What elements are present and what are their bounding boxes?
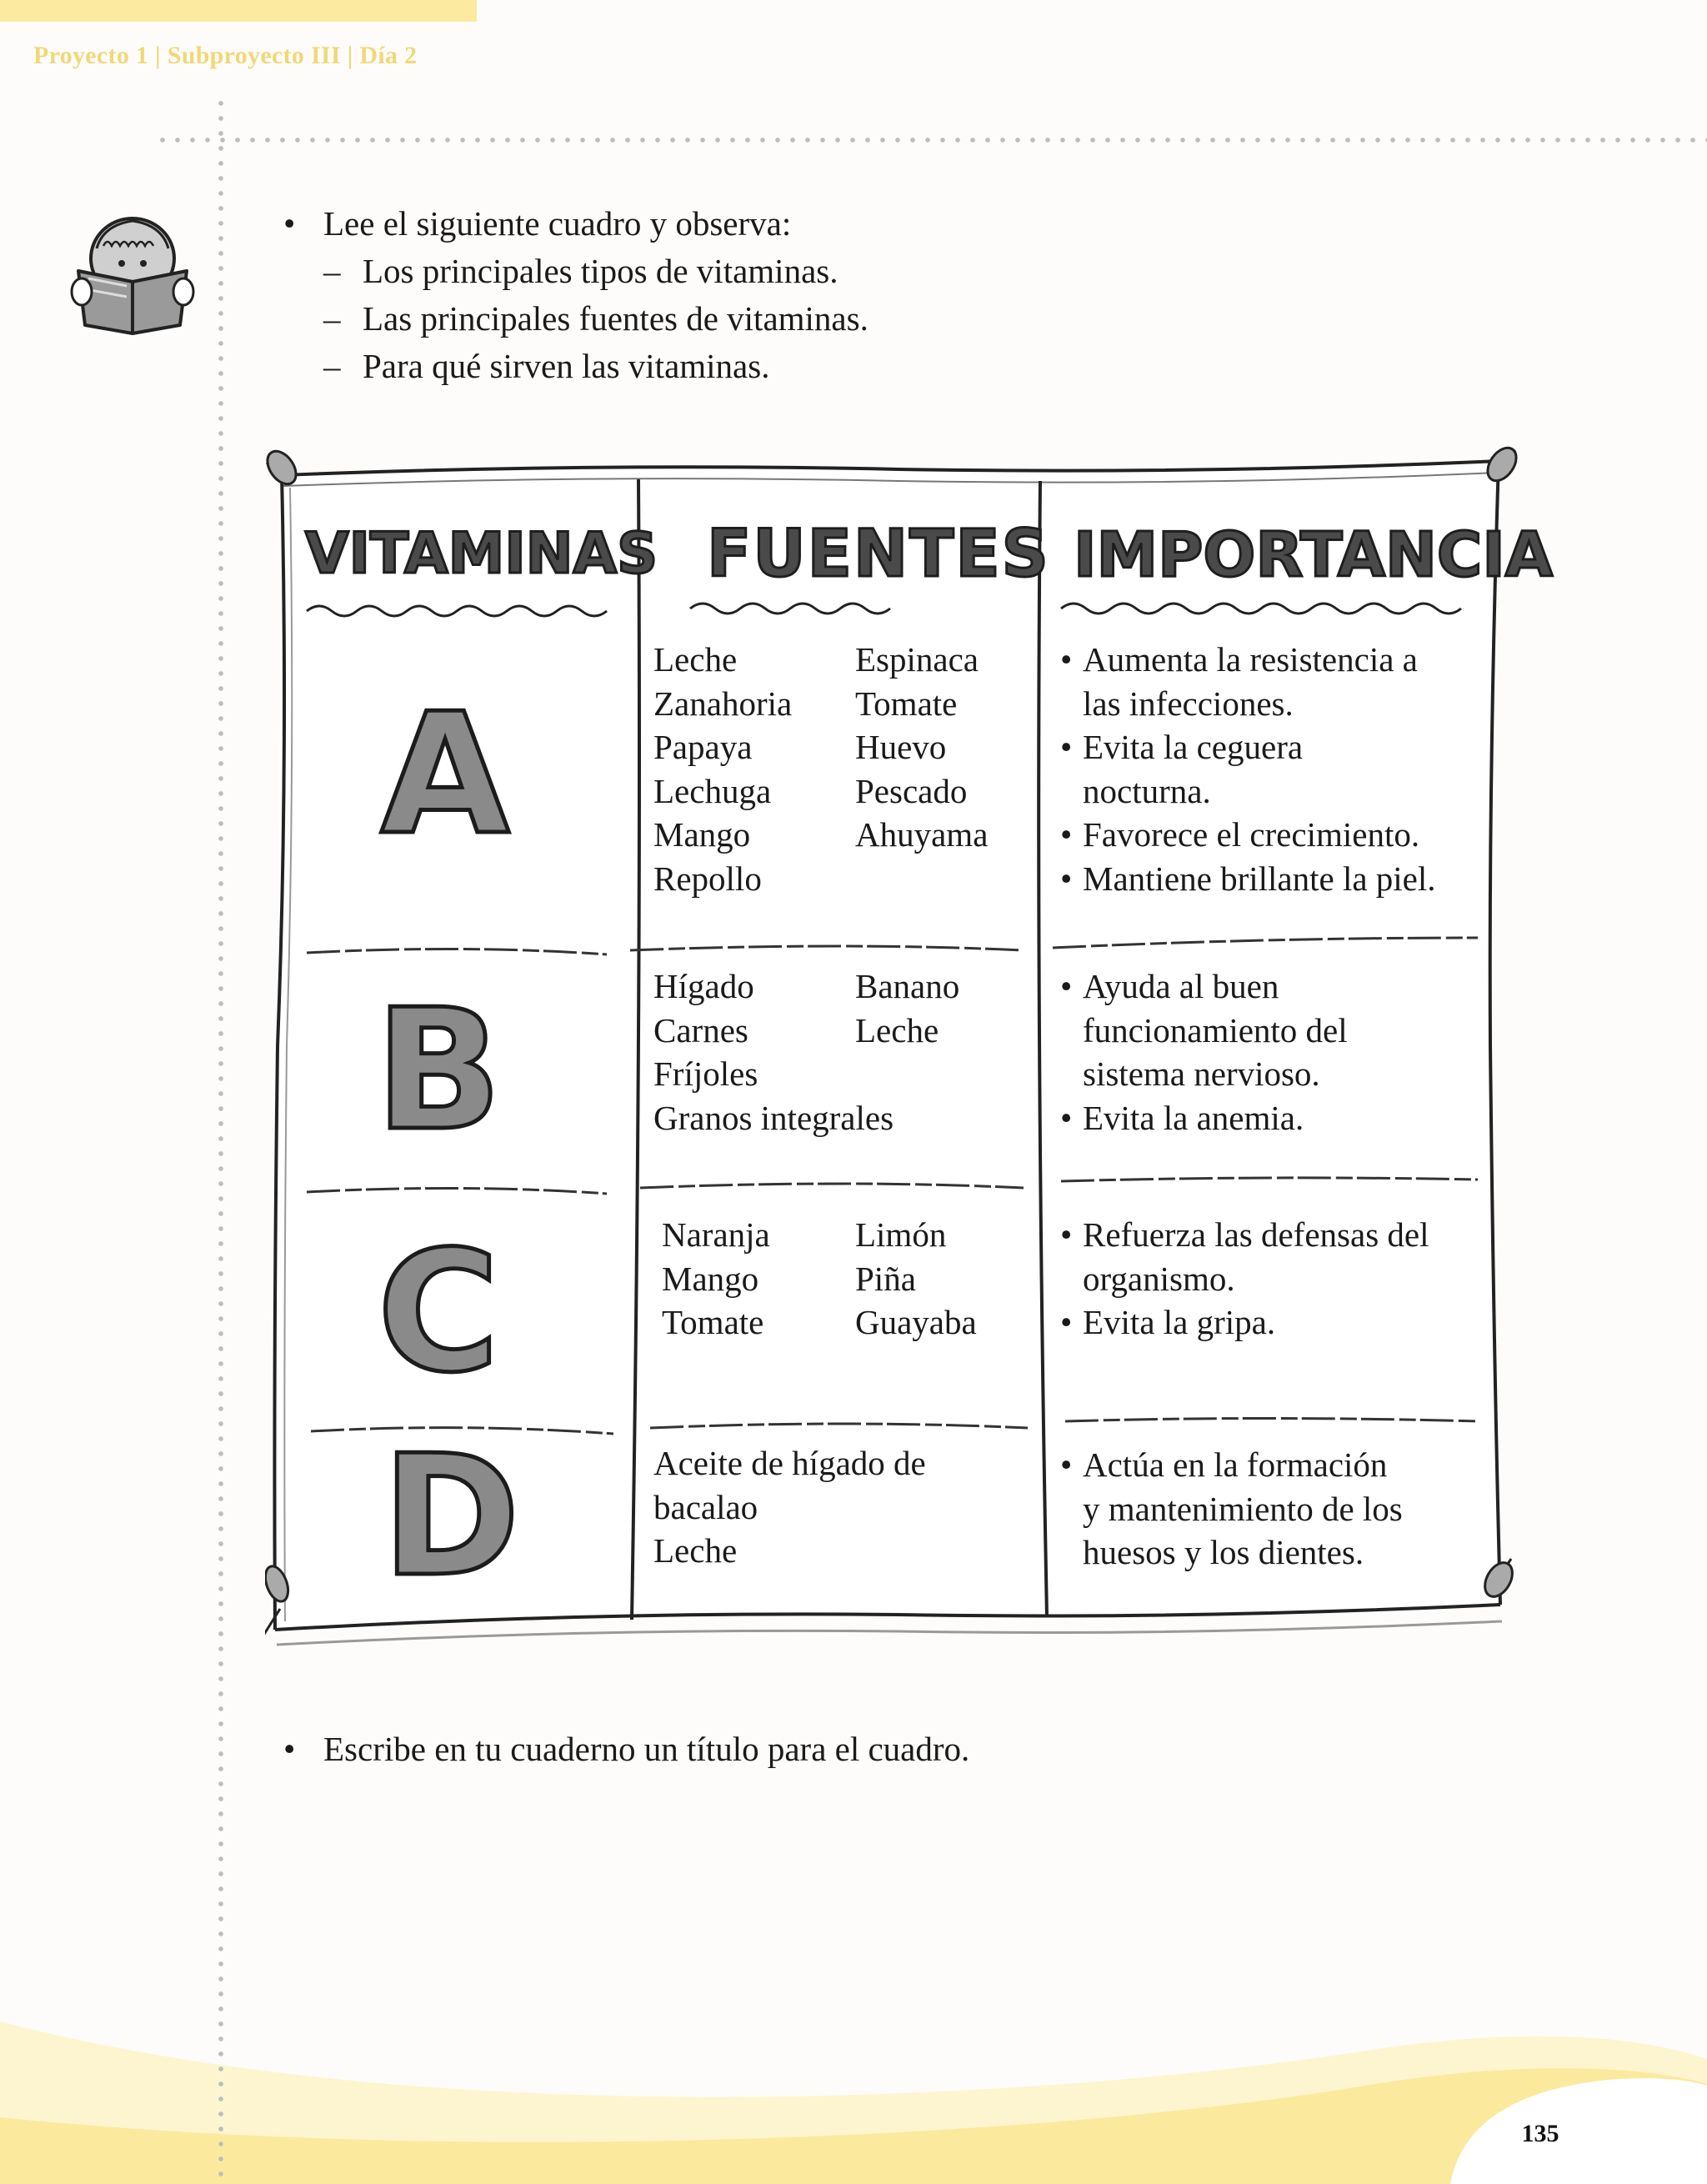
header-vitaminas: VITAMINAS	[305, 521, 658, 587]
instruction-subitem: – Para qué sirven las vitaminas.	[323, 347, 770, 385]
final-instruction: • Escribe en tu cuaderno un título para el cuadro.	[283, 1730, 970, 1768]
source-item: Banano	[855, 967, 960, 1005]
importance-item: • Mantiene brillante la piel.	[1060, 859, 1436, 898]
vitamins-table	[265, 438, 1554, 1667]
instruction-subitem: – Los principales tipos de vitaminas.	[323, 252, 838, 290]
source-item	[855, 1096, 959, 1140]
vitamin-letter-b: B	[374, 974, 503, 1168]
instructions-list	[283, 200, 869, 390]
page-header: Proyecto 1 | Subproyecto III | Día 2	[33, 42, 418, 69]
top-accent-band	[0, 0, 477, 22]
importance-item: • Evita la gripa.	[1060, 1303, 1276, 1341]
source-item: Ahuyama	[855, 815, 989, 854]
source-item	[855, 857, 988, 901]
vitamin-letter-c: C	[377, 1215, 500, 1410]
source-item: Aceite de hígado de	[653, 1444, 926, 1482]
importance-item: • Aumenta la resistencia a	[1060, 640, 1418, 679]
importance-item: organismo.	[1083, 1259, 1235, 1298]
importance-item: • Actúa en la formación	[1060, 1445, 1388, 1484]
importance-vitamin-c	[1060, 1213, 1429, 1345]
importance-item: huesos y los dientes.	[1083, 1533, 1364, 1571]
sources-vitamin-d	[653, 1441, 926, 1573]
source-item	[855, 1052, 959, 1096]
importance-item: nocturna.	[1083, 771, 1211, 810]
importance-vitamin-b	[1060, 964, 1348, 1140]
instruction-subitem: – Las principales fuentes de vitaminas.	[323, 299, 869, 338]
sources-vitamin-c	[662, 1213, 977, 1345]
importance-item: sistema nervioso.	[1083, 1054, 1320, 1093]
source-item: Leche	[855, 1010, 939, 1049]
importance-item: • Evita la ceguera	[1060, 728, 1304, 766]
importance-item: • Evita la anemia.	[1060, 1098, 1304, 1137]
importance-item: las infecciones.	[1083, 684, 1294, 723]
source-item: Carnes	[653, 1010, 748, 1049]
dotted-vertical-divider	[218, 96, 223, 2184]
header-importancia: IMPORTANCIA	[1074, 519, 1554, 591]
dotted-horizontal-divider	[155, 138, 1707, 143]
source-item: Huevo	[855, 728, 947, 766]
source-item: Tomate	[855, 684, 958, 723]
source-item: Fríjoles	[653, 1054, 758, 1093]
source-item: Papaya	[653, 728, 753, 766]
source-item: Repollo	[653, 859, 762, 898]
source-item: Mango	[662, 1259, 759, 1298]
source-item: Leche	[653, 1531, 738, 1570]
source-item: Hígado	[653, 967, 754, 1005]
source-item: Tomate	[662, 1303, 764, 1341]
sources-vitamin-b	[653, 964, 959, 1140]
source-item: Zanahoria	[653, 684, 793, 723]
source-item: Guayaba	[855, 1303, 977, 1341]
source-item: Piña	[855, 1259, 916, 1298]
sources-vitamin-a	[653, 638, 988, 900]
importance-item: • Refuerza las defensas del	[1060, 1215, 1429, 1254]
importance-item: • Favorece el crecimiento.	[1060, 815, 1420, 854]
header-fuentes: FUENTES	[707, 517, 1050, 592]
instruction-item: • Lee el siguiente cuadro y observa:	[283, 204, 792, 243]
source-item: Limón	[855, 1215, 947, 1254]
source-item: Leche	[653, 640, 738, 679]
source-item: Pescado	[855, 771, 968, 810]
page-number: 135	[1521, 2120, 1559, 2147]
source-item: Lechuga	[653, 771, 772, 810]
source-item: bacalao	[653, 1487, 758, 1526]
source-item: Naranja	[662, 1215, 770, 1254]
importance-vitamin-d	[1060, 1443, 1403, 1575]
importance-item: funcionamiento del	[1083, 1010, 1348, 1049]
importance-item: y mantenimiento de los	[1083, 1489, 1403, 1528]
reading-child-icon	[70, 208, 195, 338]
vitamin-letter-a: A	[380, 678, 510, 872]
source-item: Mango	[653, 815, 751, 854]
source-item: Espinaca	[855, 640, 979, 679]
vitamin-letter-d: D	[382, 1420, 521, 1614]
importance-vitamin-a	[1060, 638, 1436, 900]
importance-item: • Ayuda al buen	[1060, 967, 1279, 1005]
source-item: Granos integrales	[653, 1098, 894, 1137]
